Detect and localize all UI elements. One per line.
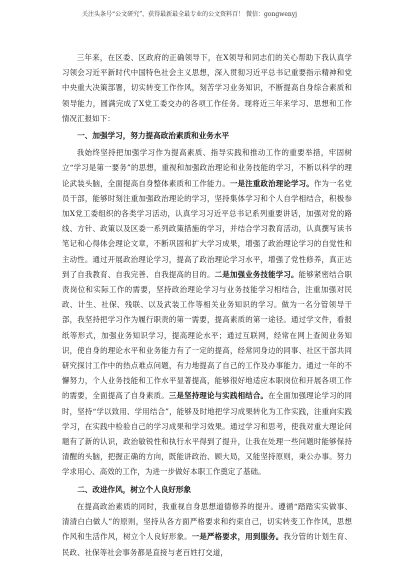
section-1-heading: 一、加强学习，努力提高政治素质和业务水平 — [77, 131, 230, 141]
section-2-text-c: 我分管的计划生育、民政、社保等社会事务都是直接与老百姓打交道， — [62, 532, 352, 557]
section-1-text-a: 我始终坚持把加强学习作为提高素质、指导实践和推动工作的重要举措，牢固树立“学习是第一要务”的思想，重视和加强政治理论和业务技能的学习，不断以科学的理论武装头脑，全面提高自身整体素质和工作能力。 — [62, 148, 352, 188]
section-1-text-g: 在全面加强理论学习的同时，坚持“学以致用、学用结合”，能够及时地把学习成果转化为工作实践，注重向实践学习，在实践中检验自己的学习成果和学习效果。通过学习和思考，使我对重大理论问题有了新的认识，政治敏锐性和执行水平得到了提升，让我在处理一些问题时能够保持清醒的头脑，把握正确的方向，既能讲政治、顾大局，又能坚持原则，秉公办事。努力学求用心、高效的工作，为进一步做好本职工作奠定了基础。 — [62, 391, 353, 477]
section-2-paragraph — [62, 499, 352, 560]
header-banner: 关注头条号“公文研究”，获得最新最全最专业的公文资料百！ 微信：gongwenyj — [82, 11, 298, 18]
document-body — [62, 50, 352, 560]
section-1-point-2: 二是加强业务技能学习。 — [214, 269, 299, 279]
section-1-point-3: 三是坚持理论与实践相结合。 — [168, 391, 269, 401]
section-2-point-1: 一是严格要求，用到服务。 — [191, 532, 284, 542]
section-2-heading: 二、改进作风，树立个人良好形象 — [77, 484, 192, 494]
section-1-paragraph — [62, 145, 352, 479]
section-1-text-e: 能够紧密结合职责岗位和实际工作的需要，坚持政治理论学习与业务技能学习相结合，注重加强对民政、计生、社保、残联、以及武装工作等相关业务知识的学习。做为一名分管领导干部，我坚持把学习作为履行职责的第一需要，提高素质的第一途径。通过学文件，看报纸等形式，加强业务知识学习，提高理论水平；通过互联网，经常在网上查阅业务知识，使自身的理论水平和业务能力有了一定的提高，经常同身边的同事、社区干部共同研究探讨工作中的热点难点问题，有力地提高了自己的工作及办事能力。通过一年的不懈努力，个人业务技能和工作水平显著提高，能够很好地适应本职岗位和开展各项工作的需要，全面提高了自身素质。 — [62, 269, 352, 401]
section-2-text-a: 在提高政治素质的同时，我重视自身思想道德修养的提升。遵循“踏踏实实做事、清清白白做人”的原则，坚持从各方面严格要求和约束自己，切实转变工作作风，思想作风和生活作风，树立个人良好形象。 — [62, 501, 352, 542]
section-1-text-c: 作为一名党员干部，能够时刻注重加强政治理论的学习，坚持集体学习和个人自学相结合，积极参加X党工委组织的各类学习活动，认真学习习近平总书记系列重要讲话，加强对党的路线、方针、政策以及区委一系列政策措施的学习，并结合学习教育活动，认真撰写读书笔记和心得体会理论文章，不断巩固和扩大学习成果，增强了政治理论学习的自觉性和主动性。通过开展政治理论学习，提高了政治理论学习水平，增强了党性修养，真正达到了自我教育、自我完善、自我提高的目的。 — [62, 178, 352, 279]
intro-paragraph: 三年来，在区委、区政府的正确领导下，在X领导和同志们的关心帮助下我认真学习领会习近平新时代中国特色社会主义思想，深入贯彻习近平总书记重要指示精神和党中央重大决策部署，切实转变工作作风，刻苦学习业务知识，不断提高自身综合素质和领导能力，圆满完成了X党工委交办的各项工作任务。现将近三年来学习、思想和工作情况汇报如下： — [62, 53, 352, 123]
section-1-point-1: 一是注重政治理论学习。 — [229, 178, 314, 188]
